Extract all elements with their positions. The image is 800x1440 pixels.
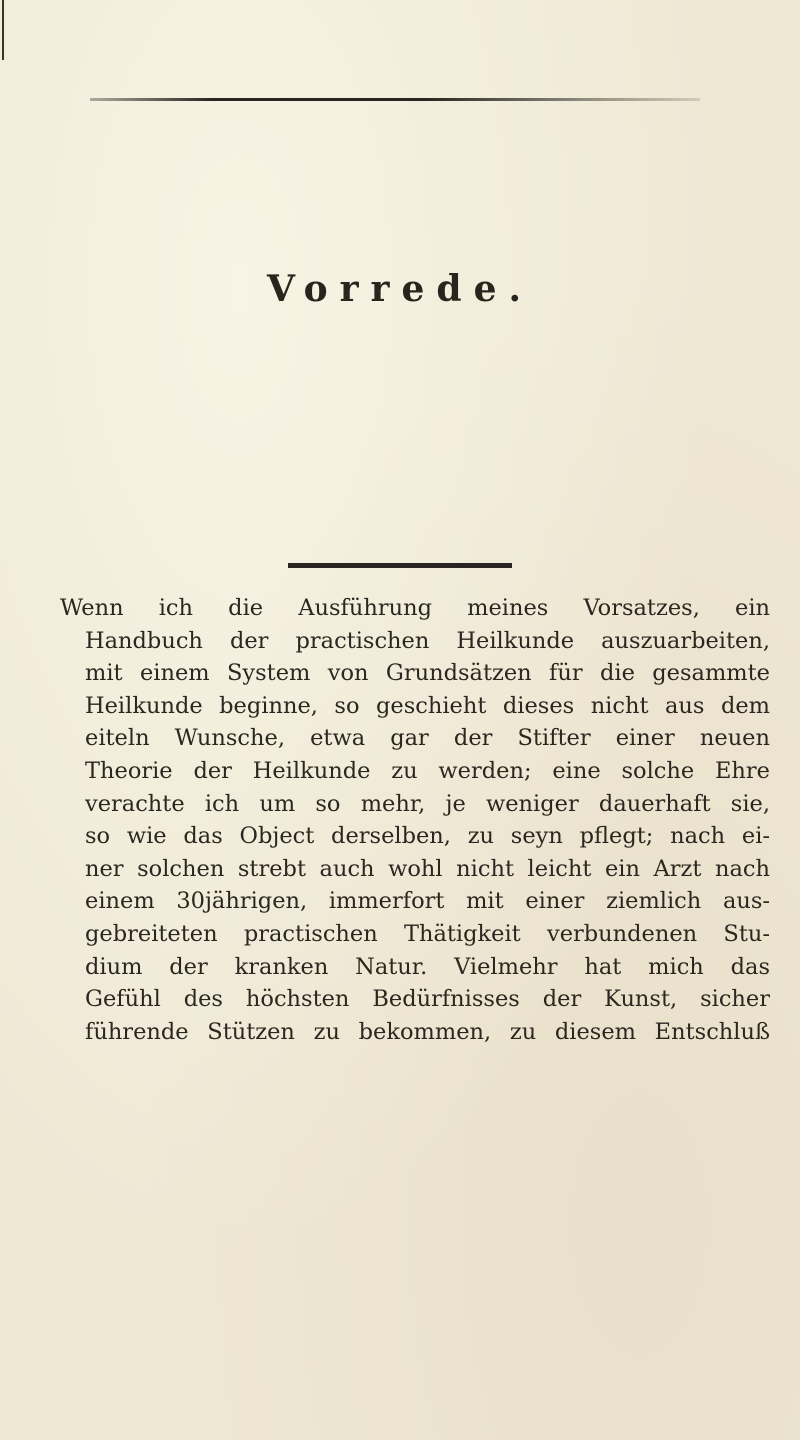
text-line: Handbuch der practischen Heilkunde auszuarbeiten,: [85, 627, 770, 654]
top-rule: [90, 98, 700, 101]
text-line: ner solchen strebt auch wohl nicht leicht ein Arzt nach: [85, 855, 770, 882]
text-line: führende Stützen zu bekommen, zu diesem Entschluß: [85, 1018, 770, 1045]
text-line: Gefühl des höchsten Bedürfnisses der Kunst, sicher: [85, 986, 770, 1013]
text-line: verachte ich um so mehr, je weniger dauerhaft sie,: [85, 790, 770, 817]
text-line: Wenn ich die Ausführung meines Vorsatzes, ein: [60, 595, 770, 621]
text-line: so wie das Object derselben, zu seyn pflegt; nach ei-: [85, 823, 770, 850]
text-line: eiteln Wunsche, etwa gar der Stifter einer neuen: [85, 725, 770, 752]
body-paragraph: [60, 592, 770, 1048]
page-edge-mark: [2, 0, 4, 60]
text-line: einem 30jährigen, immerfort mit einer ziemlich aus-: [85, 888, 770, 915]
title-rule: [288, 563, 512, 568]
text-line: dium der kranken Natur. Vielmehr hat mich das: [85, 953, 770, 980]
text-line: Heilkunde beginne, so geschieht dieses nicht aus dem: [85, 692, 770, 719]
text-line: Theorie der Heilkunde zu werden; eine solche Ehre: [85, 757, 770, 784]
text-line: mit einem System von Grundsätzen für die gesammte: [85, 660, 770, 687]
text-line: gebreiteten practischen Thätigkeit verbundenen Stu-: [85, 920, 770, 947]
page-title: Vorrede.: [266, 268, 534, 310]
